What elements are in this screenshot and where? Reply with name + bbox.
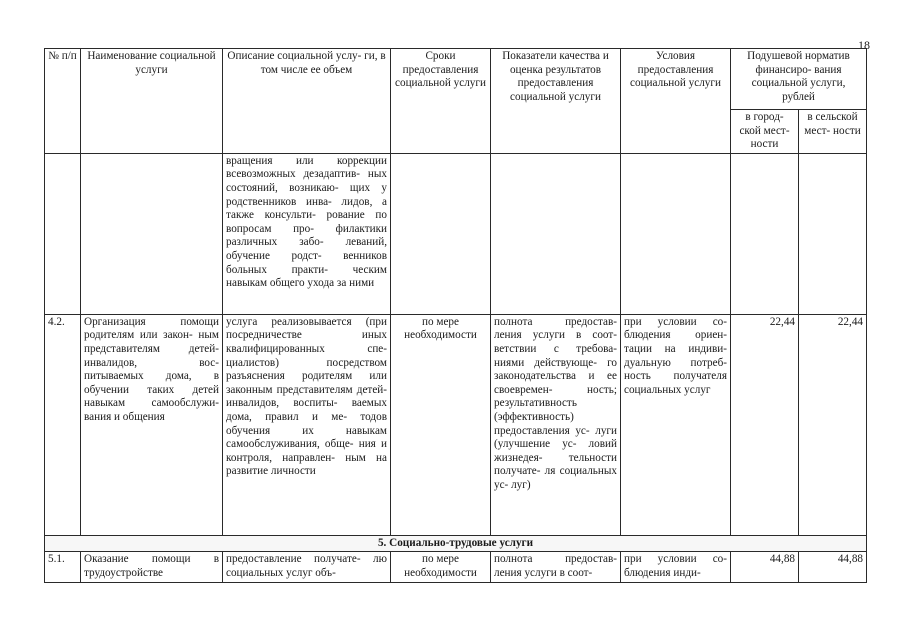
cell-num: 4.2. — [45, 314, 81, 535]
cell-terms: по мере необходимости — [391, 314, 491, 535]
services-table — [44, 48, 867, 583]
cell-num: 5.1. — [45, 552, 81, 583]
cell-quality: полнота предостав- ления услуги в соот- ветствии с требова- ниями действующе- го законодательства и ее своевремен- ность; результативность (эффективность) предоставления ус- луги (улучшение ус- ловий жизнедея- тельности получате- ля социальных ус- луг) — [491, 314, 621, 535]
cell-terms: по мере необходимости — [391, 552, 491, 583]
cell-quality — [491, 153, 621, 314]
cell-name: Организация помощи родителям или закон- ным представителям детей-инвалидов, вос- питываемых дома, в обучении таких детей навыкам самообслужи- вания и общения — [81, 314, 223, 535]
cell-conditions — [621, 153, 731, 314]
header-norm: Подушевой норматив финансиро- вания социальной услуги, рублей — [731, 49, 867, 110]
cell-name — [81, 153, 223, 314]
table-header-row — [45, 49, 867, 110]
header-city: в город- ской мест- ности — [731, 110, 799, 154]
cell-city: 44,88 — [731, 552, 799, 583]
header-rural: в сельской мест- ности — [799, 110, 867, 154]
cell-rural — [799, 153, 867, 314]
cell-rural: 22,44 — [799, 314, 867, 535]
cell-city — [731, 153, 799, 314]
section-title: 5. Социально-трудовые услуги — [45, 535, 867, 552]
cell-quality: полнота предостав- ления услуги в соот- — [491, 552, 621, 583]
cell-conditions: при условии со- блюдения инди- — [621, 552, 731, 583]
cell-description: услуга реализовывается (при посредничестве иных квалифицированных спе- циалистов) посредством разъяснения родителям или законным представителям детей-инвалидов, воспиты- ваемых дома, правил и ме- тодов обучения их навыкам самообслуживания, обще- ния и контроля, направлен- ным на развитие личности — [223, 314, 391, 535]
header-terms: Сроки предоставления социальной услуги — [391, 49, 491, 154]
header-conditions: Условия предоставления социальной услуги — [621, 49, 731, 154]
page-number: 18 — [858, 38, 870, 52]
cell-description: вращения или коррекции всевозможных дезадаптив- ных состояний, возникаю- щих у родственников инва- лидов, а также консульти- рование по вопросам про- филактики различных забо- леваний, обучение родст- венников больных практи- ческим навыкам общего ухода за ними — [223, 153, 391, 314]
cell-conditions: при условии со- блюдения ориен- тации на индиви- дуальную потреб- ность получателя социальных услуг — [621, 314, 731, 535]
table-row — [45, 314, 867, 535]
cell-num — [45, 153, 81, 314]
section-row — [45, 535, 867, 552]
header-name: Наименование социальной услуги — [81, 49, 223, 154]
cell-rural: 44,88 — [799, 552, 867, 583]
cell-terms — [391, 153, 491, 314]
cell-name: Оказание помощи в трудоустройстве — [81, 552, 223, 583]
cell-description: предоставление получате- лю социальных услуг объ- — [223, 552, 391, 583]
header-description: Описание социальной услу- ги, в том числе ее объем — [223, 49, 391, 154]
table-row — [45, 552, 867, 583]
header-num: № п/п — [45, 49, 81, 154]
cell-city: 22,44 — [731, 314, 799, 535]
table-row — [45, 153, 867, 314]
header-quality: Показатели качества и оценка результатов предоставления социальной услуги — [491, 49, 621, 154]
